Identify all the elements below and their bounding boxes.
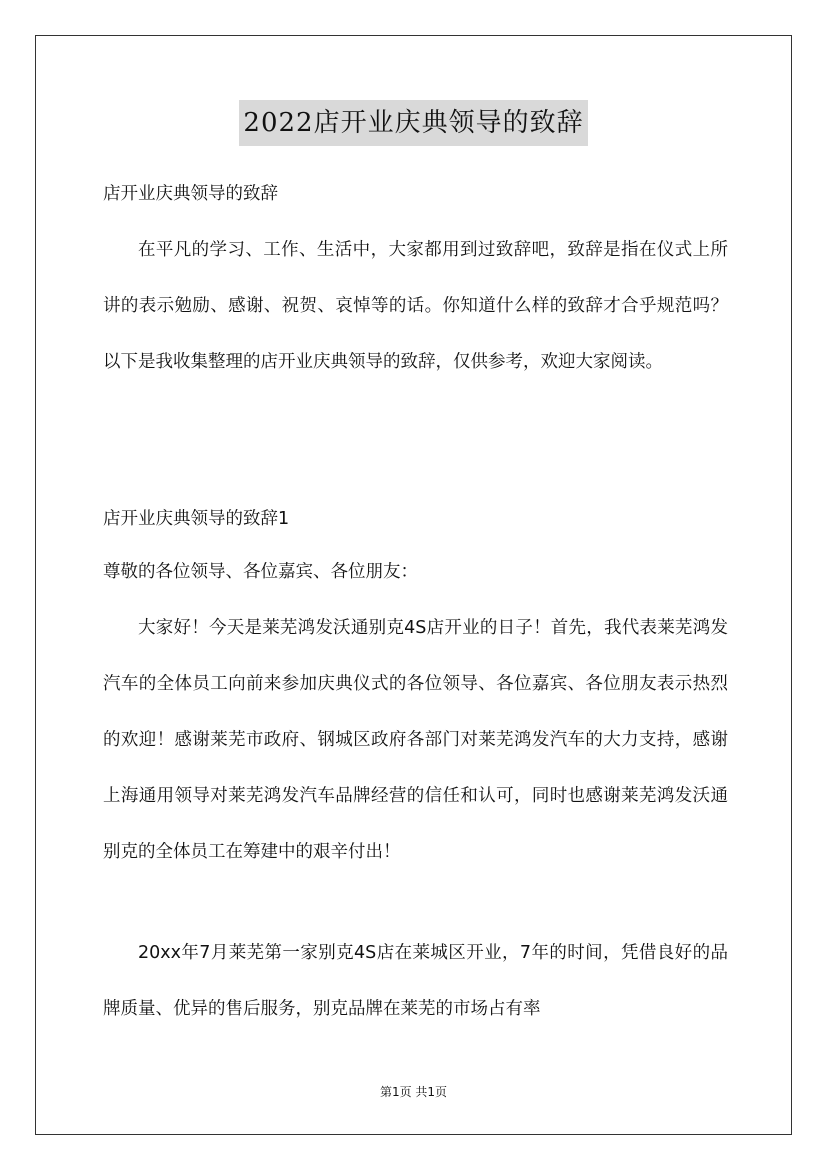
title-container	[0, 100, 827, 146]
section-heading-1: 店开业庆典领导的致辞1	[103, 509, 290, 529]
body-paragraph-1: 大家好！今天是莱芜鸿发沃通别克4S店开业的日子！首先，我代表莱芜鸿发汽车的全体员工向前来参加庆典仪式的各位领导、各位嘉宾、各位朋友表示热烈的欢迎！感谢莱芜市政府、钢城区政府各部门对莱芜鸿发汽车的大力支持，感谢上海通用领导对莱芜鸿发汽车品牌经营的信任和认可，同时也感谢莱芜鸿发沃通别克的全体员工在筹建中的艰辛付出！	[103, 618, 728, 862]
body-paragraph-2: 20xx年7月莱芜第一家别克4S店在莱城区开业，7年的时间，凭借良好的品牌质量、优异的售后服务，别克品牌在莱芜的市场占有率	[103, 943, 728, 1019]
page-footer: 第1页 共1页	[379, 1085, 448, 1099]
intro-paragraph: 在平凡的学习、工作、生活中，大家都用到过致辞吧，致辞是指在仪式上所讲的表示勉励、感谢、祝贺、哀悼等的话。你知道什么样的致辞才合乎规范吗？以下是我收集整理的店开业庆典领导的致辞，仅供参考，欢迎大家阅读。	[103, 240, 728, 372]
salutation: 尊敬的各位领导、各位嘉宾、各位朋友：	[103, 562, 418, 582]
subtitle: 店开业庆典领导的致辞	[103, 184, 278, 204]
document-title: 2022店开业庆典领导的致辞	[239, 100, 587, 146]
